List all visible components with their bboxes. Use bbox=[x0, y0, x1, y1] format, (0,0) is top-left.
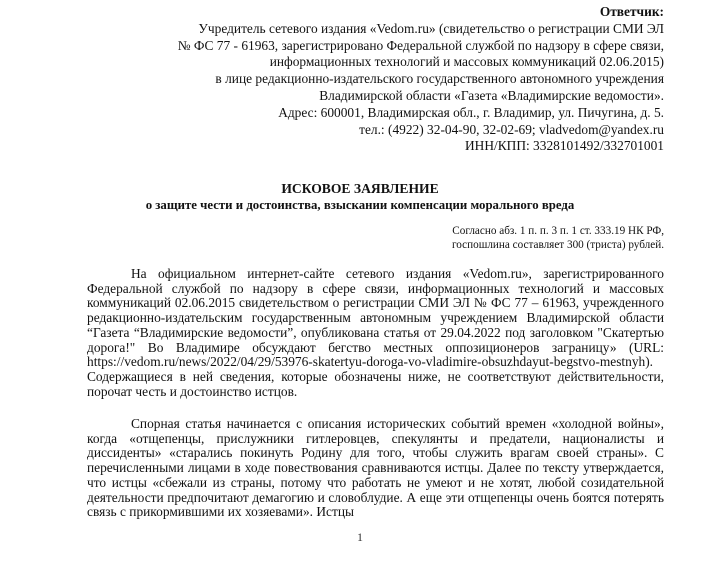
respondent-block bbox=[104, 4, 664, 155]
fee-line-1: Согласно абз. 1 п. п. 3 п. 1 ст. 333.19 НК РФ, bbox=[452, 225, 664, 237]
respondent-line: информационных технологий и массовых коммуникаций 02.06.2015) bbox=[269, 54, 664, 70]
body-paragraph-2: Спорная статья начинается с описания исторических событий времен «холодной войны», когда «отщепенцы, прислужники гитлеровцев, спекулянты и предатели, националисты и диссиденты» «старались покинуть Родину для того, чтобы служить врагам своей страны». С перечисленными лицами в ходе повествования сравниваются истцы. Далее по тексту утверждается, что истцы «сбежали из страны, потому что работать не умеют и не хотят, любой созидательной деятельности предпочитают демагогию и словоблудие. А еще эти отщепенцы очень боятся потерять связь с прикормившими их хозяевами». Истцы bbox=[87, 416, 664, 520]
respondent-heading: Ответчик: bbox=[599, 4, 664, 19]
fee-line-2: госпошлина составляет 300 (триста) рублей. bbox=[452, 239, 664, 252]
document-title bbox=[40, 180, 680, 213]
title-main: ИСКОВОЕ ЗАЯВЛЕНИЕ bbox=[281, 181, 439, 196]
respondent-line: Владимирской области «Газета «Владимирские ведомости». bbox=[319, 87, 664, 103]
state-fee-note bbox=[264, 224, 664, 253]
respondent-inn: ИНН/КПП: 3328101492/332701001 bbox=[464, 138, 664, 154]
page-number: 1 bbox=[357, 530, 363, 544]
title-subtitle: о защите чести и достоинства, взыскании компенсации морального вреда bbox=[145, 198, 575, 212]
respondent-contacts: тел.: (4922) 32-04-90, 32-02-69; vladvedom@yandex.ru bbox=[359, 121, 664, 137]
respondent-address: Адрес: 600001, Владимирская обл., г. Владимир, ул. Пичугина, д. 5. bbox=[278, 104, 664, 120]
respondent-line: Учредитель сетевого издания «Vedom.ru» (свидетельство о регистрации СМИ ЭЛ bbox=[198, 20, 664, 36]
respondent-line: в лице редакционно-издательского государственного автономного учреждения bbox=[215, 71, 664, 87]
respondent-line: № ФС 77 - 61963, зарегистрировано Федеральной службой по надзору в сфере связи, bbox=[177, 37, 664, 53]
body-paragraph-1: На официальном интернет-сайте сетевого издания «Vedom.ru», зарегистрированного Федеральной службой по надзору в сфере связи, информационных технологий и массовых коммуникаций 02.06.2015 свидетельством о регистрации СМИ ЭЛ № ФС 77 – 61963, учрежденного редакционно-издательским государственным автономным учреждением Владимирской области “Газета “Владимирские ведомости”, опубликована статья от 29.04.2022 под заголовком "Скатертью дорога!" Во Владимире обсуждают бегство местных оппозиционеров заграницу» (URL: https://vedom.ru/news/2022/04/29/53976-skatertyu-doroga-vo-vladimire-obsuzhdayut-begstvo-mestnyh). Содержащиеся в ней сведения, которые обозначены ниже, не соответствуют действительности, порочат честь и достоинство истцов. bbox=[87, 266, 664, 399]
